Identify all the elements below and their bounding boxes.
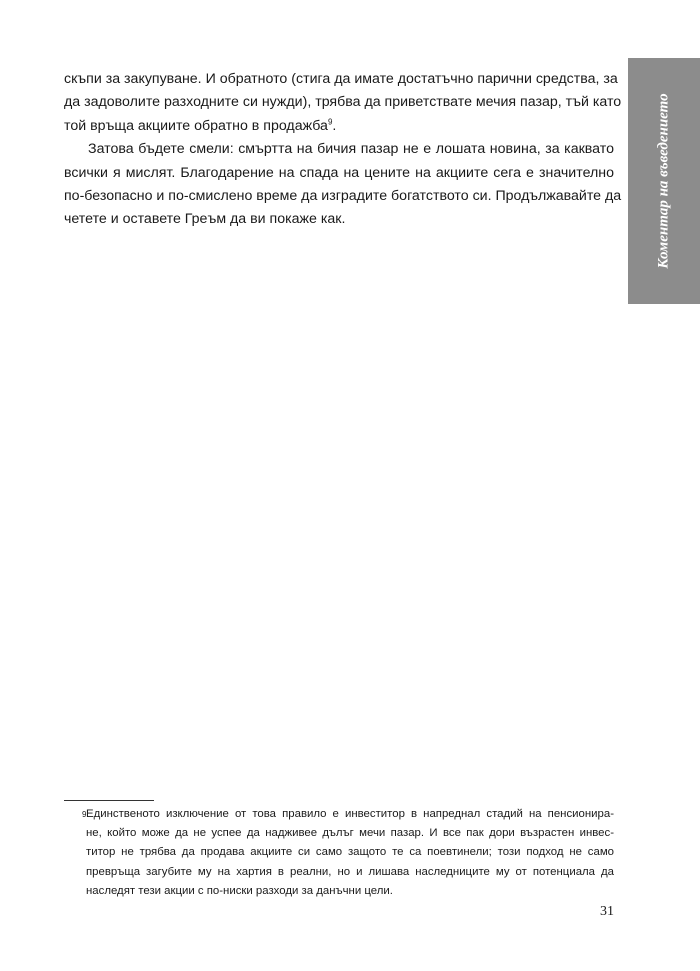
text-line: всички я мислят. Благодарение на спада на цените на акциите сега е значително <box>64 164 614 181</box>
footnote-line: наследят тези акции с по-ниски разходи за данъчни цели. <box>86 884 393 897</box>
text-line: да задоволите разходните си нужди), трябва да приветствате мечия пазар, тъй като <box>64 94 622 111</box>
paragraph-1 <box>64 68 622 138</box>
chapter-side-tab <box>628 58 700 304</box>
footnote <box>64 805 614 901</box>
footnote-number: 9 <box>82 810 87 819</box>
sentence-end: . <box>332 117 337 134</box>
page-number: 31 <box>600 904 614 919</box>
text-line-content: той връща акциите обратно в продажба <box>64 117 328 134</box>
footnote-separator <box>64 800 154 801</box>
text-line: скъпи за закупуване. И обратното (стига да имате достатъчно парични средства, за <box>64 71 618 87</box>
footnote-line: Единственото изключение от това правило е инвеститор в напреднал стадий на пенсионира- <box>86 808 614 820</box>
footnote-reference[interactable]: 9 <box>327 117 333 127</box>
text-line: четете и оставете Греъм да ви покаже как. <box>64 211 346 228</box>
main-text <box>64 68 622 232</box>
paragraph-2 <box>64 138 622 232</box>
footnote-line: не, който може да не успее да надживее дълъг мечи пазар. И все пак дори възрастен инвес- <box>86 827 614 840</box>
text-line: по-безопасно и по-смислено време да изградите богатството си. Продължавайте да <box>64 188 622 205</box>
footnote-line: титор не трябва да продава акциите си само защото те са поевтинели; този подход не само <box>86 846 614 859</box>
text-line <box>64 115 614 138</box>
footnote-line: превръща загубите му на хартия в реални, но и лишава наследниците му от потенциала да <box>86 865 614 878</box>
text-line: Затова бъдете смели: смъртта на бичия пазар не е лошата новина, за каквато <box>88 141 614 158</box>
chapter-side-tab-label: Коментар на въведението <box>655 93 672 269</box>
